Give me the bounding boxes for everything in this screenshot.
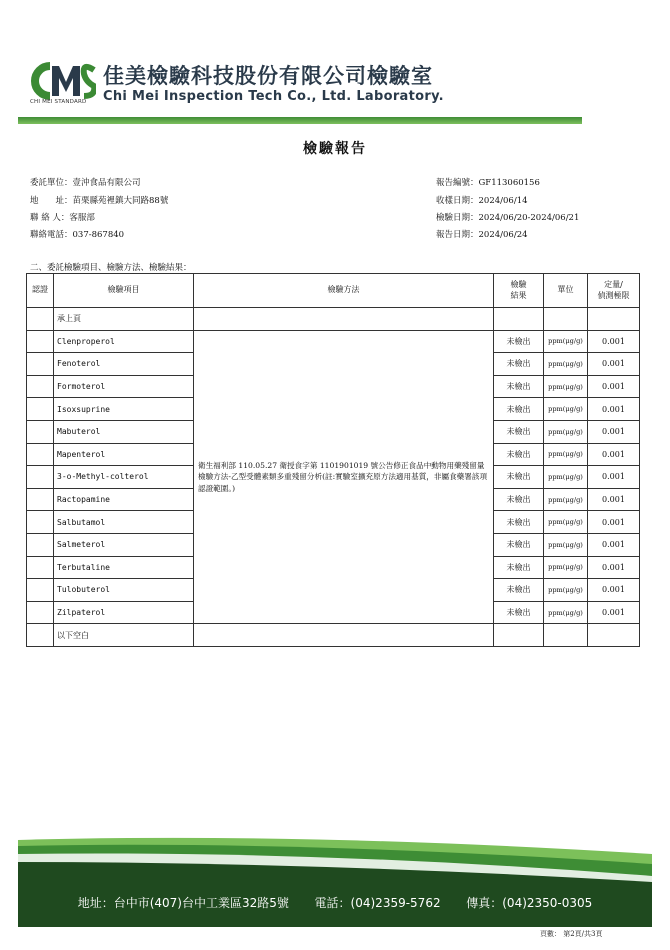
client-phone-line [30, 228, 124, 240]
result-value: 未檢出 [494, 511, 544, 534]
cert-cell [27, 466, 54, 489]
blank-below-row [27, 624, 640, 647]
client-address-label: 地 址： [30, 196, 73, 206]
item-name: Formoterol [54, 375, 194, 398]
unit-value: ppm(μg/g) [544, 556, 588, 579]
test-date-line [436, 211, 579, 223]
col-header-item: 檢驗項目 [54, 274, 194, 308]
client-unit-line [30, 176, 141, 188]
company-name-en: Chi Mei Inspection Tech Co., Ltd. Laboratory. [103, 89, 444, 104]
limit-value: 0.001 [588, 556, 640, 579]
item-name: Salbutamol [54, 511, 194, 534]
limit-value: 0.001 [588, 375, 640, 398]
page-number: 頁數： 第2頁/共3頁 [540, 930, 603, 938]
result-value: 未檢出 [494, 556, 544, 579]
client-phone: 037-867840 [72, 230, 125, 240]
limit-value: 0.001 [588, 466, 640, 489]
result-value: 未檢出 [494, 353, 544, 376]
section-heading: 二、委託檢驗項目、檢驗方法、檢驗結果： [30, 263, 192, 273]
client-contact-label: 聯 絡 人： [30, 213, 70, 223]
test-date: 2024/06/20-2024/06/21 [478, 213, 580, 223]
unit-value: ppm(μg/g) [544, 601, 588, 624]
table-row [27, 330, 640, 353]
carry-over-row [27, 308, 640, 331]
cert-cell [27, 556, 54, 579]
client-address: 苗栗縣苑裡鎮大同路88號 [72, 196, 169, 206]
item-name: Salmeterol [54, 533, 194, 556]
cert-cell [27, 511, 54, 534]
cert-cell [27, 533, 54, 556]
footer-banner [0, 832, 670, 927]
unit-value: ppm(μg/g) [544, 488, 588, 511]
cert-cell [27, 420, 54, 443]
result-value: 未檢出 [494, 579, 544, 602]
item-name: 3-o-Methyl-colterol [54, 466, 194, 489]
unit-value: ppm(μg/g) [544, 398, 588, 421]
unit-value: ppm(μg/g) [544, 443, 588, 466]
client-unit: 壹沖食品有限公司 [72, 178, 141, 188]
cert-cell [27, 601, 54, 624]
cert-cell [27, 443, 54, 466]
cert-cell [27, 398, 54, 421]
result-value: 未檢出 [494, 330, 544, 353]
method-text: 衛生福利部 110.05.27 衛授食字第 1101901019 號公告修正食品中動物用藥殘留量檢驗方法-乙型受體素類多重殘留分析(註:實驗室擴充原方法適用基質，非屬食藥署該項認證範圍。) [194, 330, 494, 624]
report-date: 2024/06/24 [478, 230, 528, 240]
unit-value: ppm(μg/g) [544, 420, 588, 443]
result-value: 未檢出 [494, 420, 544, 443]
received-date-line [436, 194, 528, 206]
col-header-limit: 定量/ 偵測極限 [588, 274, 640, 308]
limit-value: 0.001 [588, 601, 640, 624]
report-number-line [436, 176, 540, 188]
cert-cell [27, 330, 54, 353]
client-unit-label: 委託單位： [30, 178, 73, 188]
company-name-zh: 佳美檢驗科技股份有限公司檢驗室 [103, 64, 433, 88]
footer-fax: 傳真：(04)2350-0305 [466, 896, 593, 910]
result-value: 未檢出 [494, 488, 544, 511]
client-contact: 客服部 [69, 213, 95, 223]
report-number-label: 報告編號： [436, 178, 479, 188]
result-value: 未檢出 [494, 398, 544, 421]
footer-address: 地址：台中市(407)台中工業區32路5號 [77, 896, 289, 910]
cert-cell [27, 353, 54, 376]
company-logo [30, 60, 96, 102]
item-name: Terbutaline [54, 556, 194, 579]
received-date: 2024/06/14 [478, 196, 528, 206]
item-name: Isoxsuprine [54, 398, 194, 421]
limit-value: 0.001 [588, 398, 640, 421]
cert-cell [27, 375, 54, 398]
item-name: Mapenterol [54, 443, 194, 466]
client-contact-line [30, 211, 95, 223]
carry-over-label: 承上頁 [54, 308, 194, 331]
cert-cell [27, 579, 54, 602]
table-header-row [27, 274, 640, 308]
header-divider [18, 117, 582, 124]
results-table [26, 273, 640, 647]
col-header-unit: 單位 [544, 274, 588, 308]
item-name: Fenoterol [54, 353, 194, 376]
client-phone-label: 聯絡電話： [30, 230, 73, 240]
item-name: Tulobuterol [54, 579, 194, 602]
item-name: Mabuterol [54, 420, 194, 443]
result-value: 未檢出 [494, 443, 544, 466]
col-header-result: 檢驗 結果 [494, 274, 544, 308]
unit-value: ppm(μg/g) [544, 353, 588, 376]
report-title: 檢驗報告 [303, 141, 367, 157]
limit-value: 0.001 [588, 443, 640, 466]
result-value: 未檢出 [494, 466, 544, 489]
result-value: 未檢出 [494, 601, 544, 624]
unit-value: ppm(μg/g) [544, 579, 588, 602]
limit-value: 0.001 [588, 488, 640, 511]
cert-cell [27, 488, 54, 511]
item-name: Clenproperol [54, 330, 194, 353]
result-value: 未檢出 [494, 533, 544, 556]
client-address-line [30, 194, 168, 206]
report-number: GF113060156 [478, 178, 540, 188]
unit-value: ppm(μg/g) [544, 466, 588, 489]
footer-contact [0, 894, 670, 911]
report-date-label: 報告日期： [436, 230, 479, 240]
unit-value: ppm(μg/g) [544, 533, 588, 556]
col-header-method: 檢驗方法 [194, 274, 494, 308]
col-header-cert: 認證 [27, 274, 54, 308]
limit-value: 0.001 [588, 353, 640, 376]
limit-value: 0.001 [588, 533, 640, 556]
result-value: 未檢出 [494, 375, 544, 398]
report-date-line [436, 228, 528, 240]
limit-value: 0.001 [588, 330, 640, 353]
logo-caption: CHI MEI STANDARD [30, 99, 87, 105]
item-name: Ractopamine [54, 488, 194, 511]
received-date-label: 收樣日期： [436, 196, 479, 206]
unit-value: ppm(μg/g) [544, 511, 588, 534]
unit-value: ppm(μg/g) [544, 330, 588, 353]
blank-below-label: 以下空白 [54, 624, 194, 647]
unit-value: ppm(μg/g) [544, 375, 588, 398]
item-name: Zilpaterol [54, 601, 194, 624]
limit-value: 0.001 [588, 420, 640, 443]
footer-phone: 電話：(04)2359-5762 [314, 896, 441, 910]
test-date-label: 檢驗日期： [436, 213, 479, 223]
limit-value: 0.001 [588, 579, 640, 602]
limit-value: 0.001 [588, 511, 640, 534]
